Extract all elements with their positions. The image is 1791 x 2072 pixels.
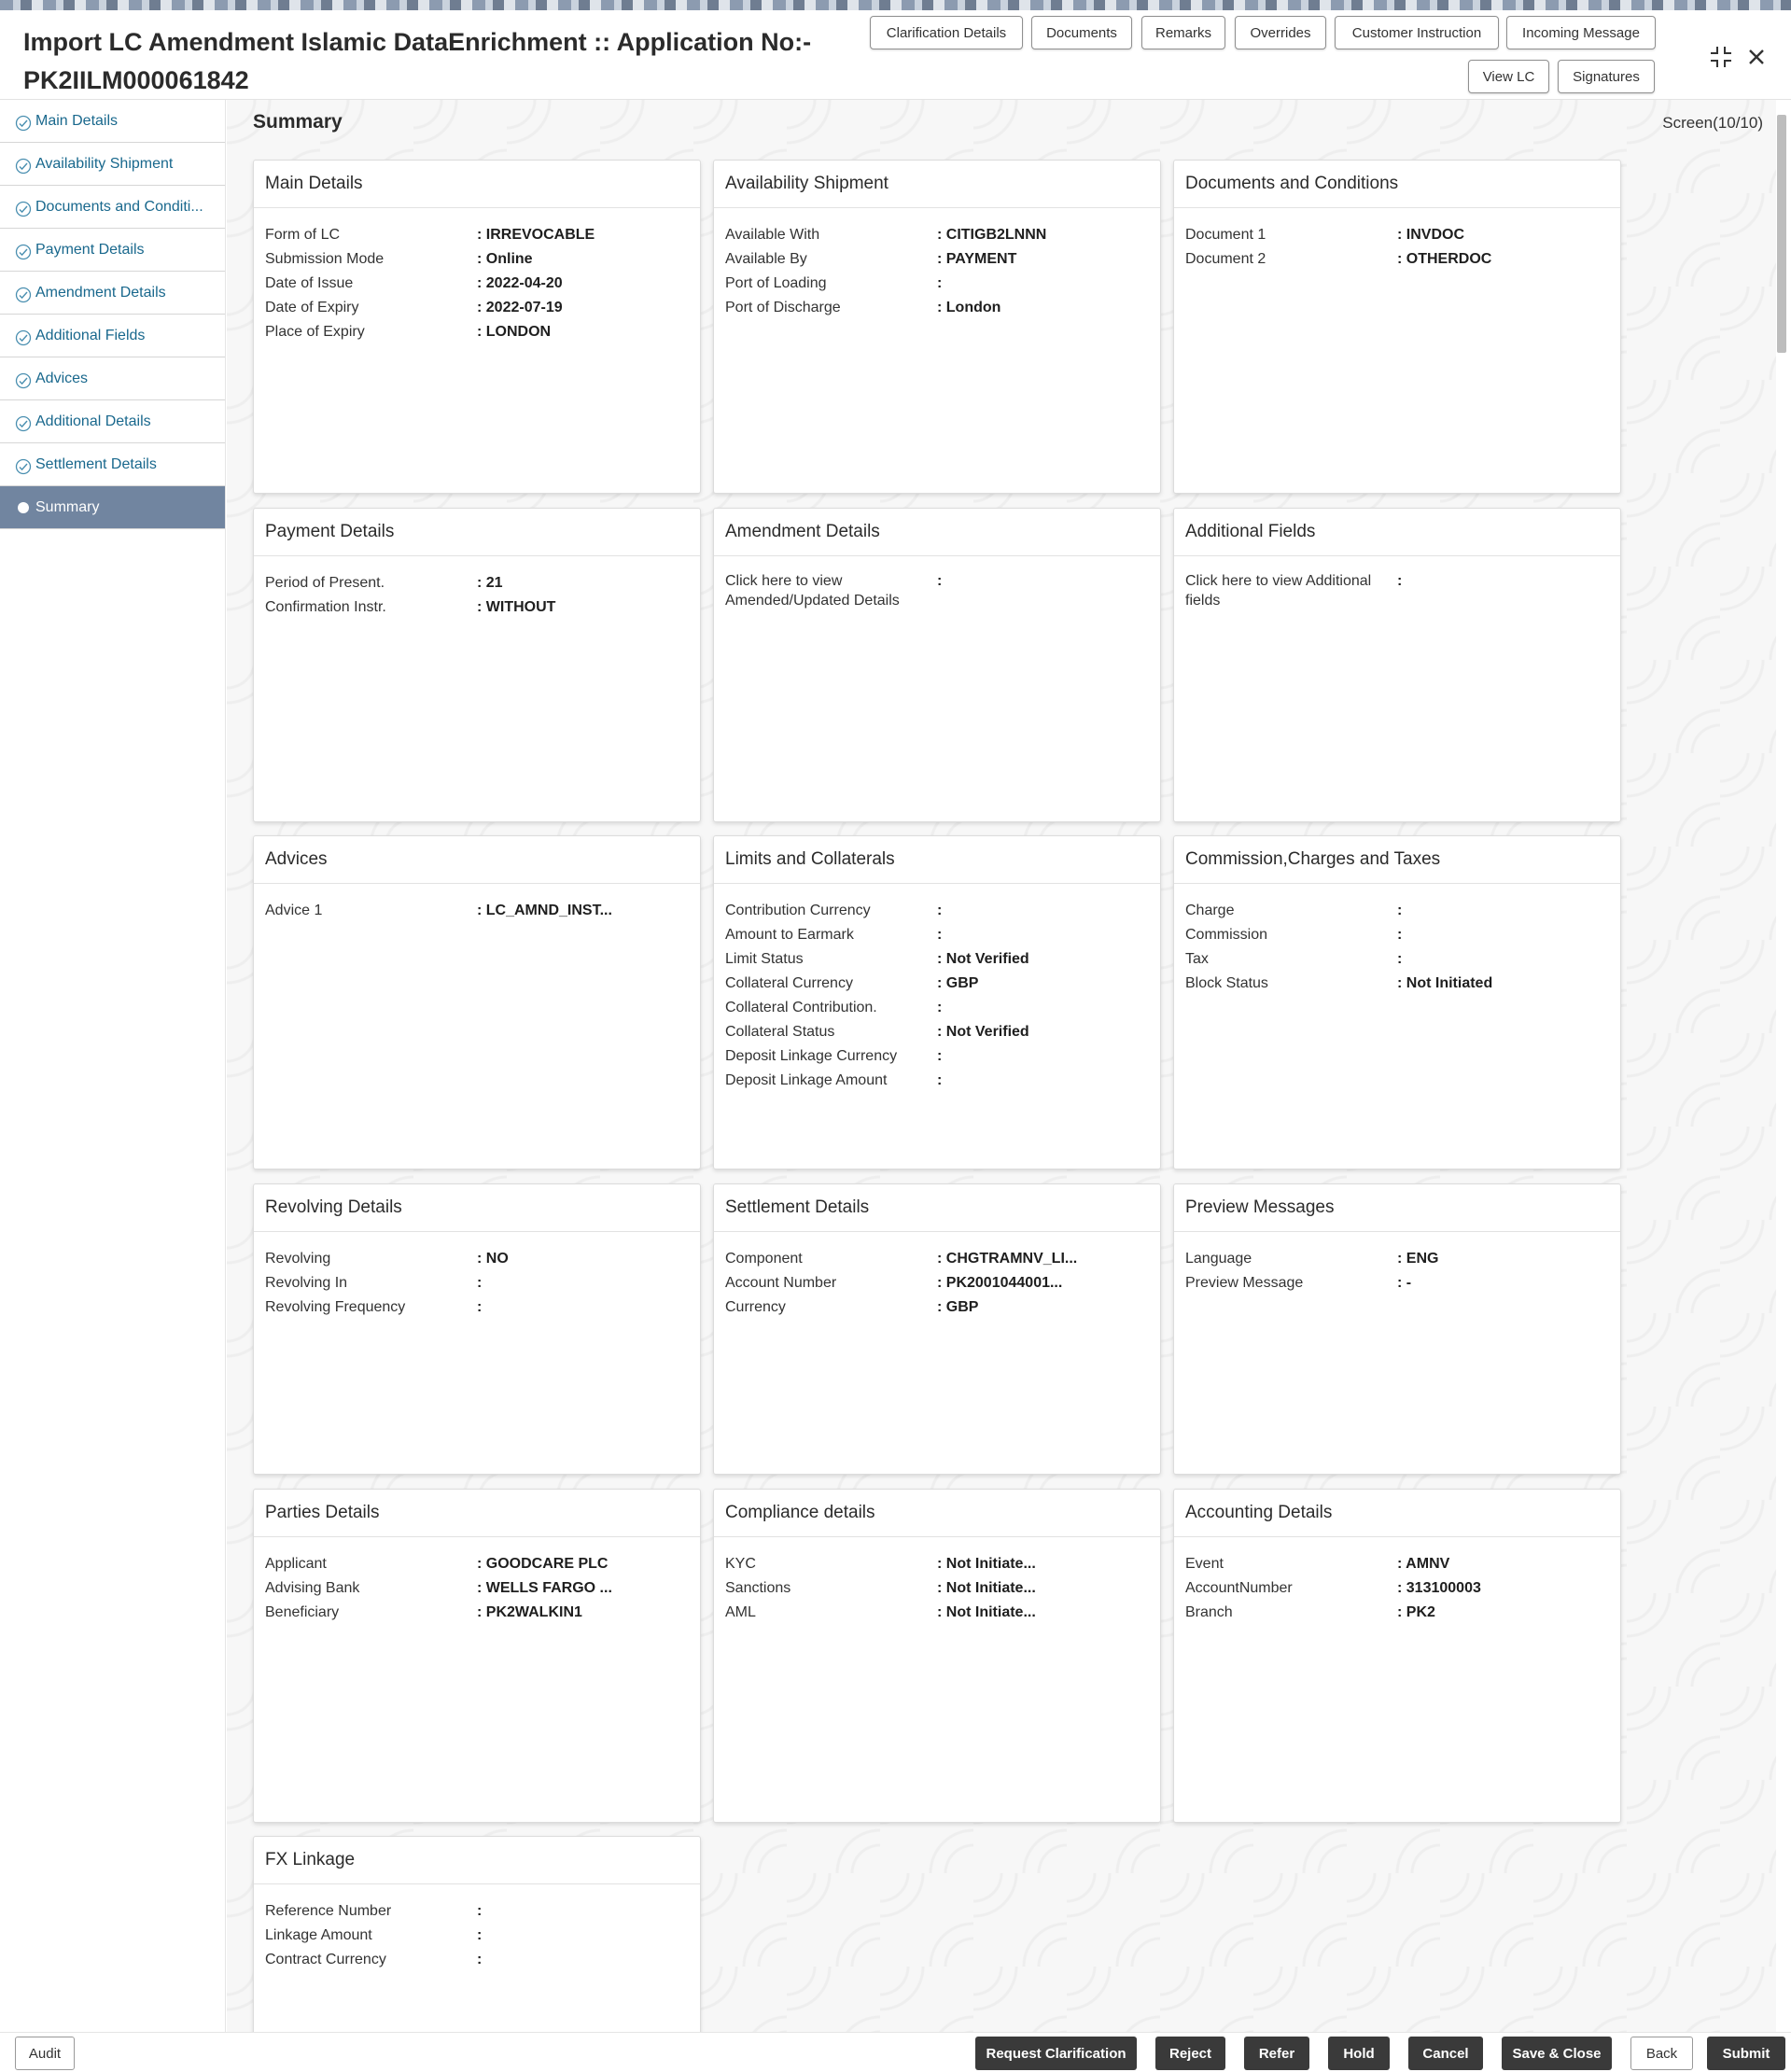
view-lc-button[interactable]: View LC — [1468, 60, 1549, 93]
check-circle-icon — [15, 372, 32, 389]
sidebar-item-label: Availability Shipment — [35, 155, 174, 172]
field-row: Deposit Linkage Currency : — [725, 1048, 943, 1064]
sidebar-item-label: Summary — [35, 498, 100, 515]
field-row: Port of Discharge : London — [725, 300, 1001, 315]
field-row: Limit Status : Not Verified — [725, 951, 1029, 967]
submit-button[interactable]: Submit — [1707, 2037, 1785, 2070]
field-row: Applicant : GOODCARE PLC — [265, 1556, 609, 1572]
card-title: Additional Fields — [1174, 509, 1620, 556]
check-circle-icon — [15, 329, 32, 346]
check-circle-icon — [15, 115, 32, 132]
sidebar-item-payment-details[interactable] — [0, 229, 225, 272]
refer-button[interactable]: Refer — [1244, 2037, 1309, 2070]
field-row: Revolving : NO — [265, 1251, 509, 1267]
documents-button[interactable]: Documents — [1031, 16, 1132, 49]
field-row: Advising Bank : WELLS FARGO ... — [265, 1580, 612, 1596]
window-header — [0, 10, 1791, 100]
field-row: Collateral Currency : GBP — [725, 975, 979, 991]
customer-instruction-button[interactable]: Customer Instruction — [1335, 16, 1499, 49]
field-row: Available By : PAYMENT — [725, 251, 1017, 267]
sidebar-item-label: Additional Details — [35, 413, 151, 429]
sidebar-item-additional-details[interactable] — [0, 400, 225, 443]
field-row: Confirmation Instr. : WITHOUT — [265, 599, 556, 615]
card-title: Main Details — [254, 161, 700, 208]
card-fx-linkage[interactable] — [253, 1836, 701, 2032]
save-close-button[interactable]: Save & Close — [1502, 2037, 1612, 2070]
field-row: Beneficiary : PK2WALKIN1 — [265, 1604, 582, 1620]
check-circle-icon — [15, 201, 32, 217]
page-title: Import LC Amendment Islamic DataEnrichment :: Application No:- PK2IILM000061842 — [23, 28, 812, 94]
field-row: AccountNumber : 313100003 — [1185, 1580, 1481, 1596]
field-row: Click here to view Amended/Updated Details : — [725, 573, 943, 609]
card-title: Documents and Conditions — [1174, 161, 1620, 208]
field-row: Commission : — [1185, 927, 1403, 943]
card-title: Parties Details — [254, 1490, 700, 1537]
field-row: Deposit Linkage Amount : — [725, 1072, 943, 1088]
sidebar-nav — [0, 100, 226, 2032]
sidebar-item-amendment-details[interactable] — [0, 272, 225, 315]
field-row: Port of Loading : — [725, 275, 943, 291]
field-row: Block Status : Not Initiated — [1185, 975, 1493, 991]
sidebar-item-advices[interactable] — [0, 357, 225, 400]
card-title: FX Linkage — [254, 1837, 700, 1884]
sidebar-item-label: Advices — [35, 370, 89, 386]
field-row: Contribution Currency : — [725, 903, 943, 918]
overrides-button[interactable]: Overrides — [1235, 16, 1326, 49]
card-parties-details[interactable] — [253, 1489, 701, 1823]
incoming-message-button[interactable]: Incoming Message — [1506, 16, 1656, 49]
field-row: Available With : CITIGB2LNNN — [725, 227, 1047, 243]
minimize-icon[interactable] — [1705, 41, 1737, 73]
check-circle-icon — [15, 158, 32, 175]
sidebar-item-label: Settlement Details — [35, 455, 157, 472]
card-additional-fields[interactable] — [1173, 508, 1621, 822]
sidebar-item-main-details[interactable] — [0, 100, 225, 143]
footer-actions — [0, 2032, 1791, 2072]
field-row: Submission Mode : Online — [265, 251, 533, 267]
card-title: Revolving Details — [254, 1184, 700, 1232]
card-commission-charges-taxes[interactable] — [1173, 835, 1621, 1169]
field-row: Advice 1 : LC_AMND_INST... — [265, 903, 612, 918]
sidebar-item-label: Amendment Details — [35, 284, 166, 301]
card-documents-conditions[interactable] — [1173, 160, 1621, 494]
field-row: Place of Expiry : LONDON — [265, 324, 552, 340]
field-row: Period of Present. : 21 — [265, 575, 503, 591]
signatures-button[interactable]: Signatures — [1558, 60, 1655, 93]
field-row: Tax : — [1185, 951, 1403, 967]
field-row: Event : AMNV — [1185, 1556, 1450, 1572]
check-circle-icon — [15, 287, 32, 303]
sidebar-item-label: Main Details — [35, 112, 119, 129]
card-availability-shipment[interactable] — [713, 160, 1161, 494]
sidebar-item-settlement-details[interactable] — [0, 443, 225, 486]
check-circle-icon — [15, 244, 32, 260]
reject-button[interactable]: Reject — [1155, 2037, 1225, 2070]
card-accounting-details[interactable] — [1173, 1489, 1621, 1823]
hold-button[interactable]: Hold — [1328, 2037, 1390, 2070]
card-title: Limits and Collaterals — [714, 836, 1160, 884]
field-row: Revolving In : — [265, 1275, 483, 1291]
sidebar-item-label: Documents and Conditi... — [35, 198, 203, 215]
sidebar-item-additional-fields[interactable] — [0, 315, 225, 357]
check-circle-icon — [15, 458, 32, 475]
card-title: Amendment Details — [714, 509, 1160, 556]
vertical-scrollbar[interactable] — [1777, 115, 1786, 353]
top-banner-strip — [0, 0, 1791, 10]
audit-button[interactable]: Audit — [15, 2037, 75, 2070]
field-row: Contract Currency : — [265, 1952, 483, 1967]
field-row: Amount to Earmark : — [725, 927, 943, 943]
card-title: Advices — [254, 836, 700, 884]
sidebar-item-documents-conditions[interactable] — [0, 186, 225, 229]
sidebar-item-availability-shipment[interactable] — [0, 143, 225, 186]
dot-icon — [18, 502, 29, 513]
field-row: Preview Message : - — [1185, 1275, 1412, 1291]
field-row: Component : CHGTRAMNV_LI... — [725, 1251, 1078, 1267]
field-row: Date of Issue : 2022-04-20 — [265, 275, 563, 291]
field-row: Linkage Amount : — [265, 1927, 483, 1943]
screen-counter: Screen(10/10) — [1662, 114, 1763, 132]
field-row: Currency : GBP — [725, 1299, 979, 1315]
card-title: Compliance details — [714, 1490, 1160, 1537]
card-compliance-details[interactable] — [713, 1489, 1161, 1823]
card-limits-collaterals[interactable] — [713, 835, 1161, 1169]
field-row: KYC : Not Initiate... — [725, 1556, 1036, 1572]
card-settlement-details[interactable] — [713, 1183, 1161, 1475]
field-row: Reference Number : — [265, 1903, 483, 1919]
field-row: Branch : PK2 — [1185, 1604, 1435, 1620]
card-advices[interactable] — [253, 835, 701, 1169]
card-main-details[interactable] — [253, 160, 701, 494]
field-row: Collateral Status : Not Verified — [725, 1024, 1029, 1040]
back-button[interactable]: Back — [1630, 2037, 1693, 2070]
sidebar-item-summary[interactable] — [0, 486, 225, 529]
field-row: Account Number : PK2001044001... — [725, 1275, 1063, 1291]
clarification-details-button[interactable]: Clarification Details — [870, 16, 1023, 49]
card-payment-details[interactable] — [253, 508, 701, 822]
sidebar-item-label: Additional Fields — [35, 327, 146, 343]
remarks-button[interactable]: Remarks — [1141, 16, 1225, 49]
field-row: Form of LC : IRREVOCABLE — [265, 227, 595, 243]
summary-title: Summary — [253, 111, 343, 133]
card-title: Accounting Details — [1174, 1490, 1620, 1537]
card-title: Payment Details — [254, 509, 700, 556]
field-row: Charge : — [1185, 903, 1403, 918]
field-row: Document 2 : OTHERDOC — [1185, 251, 1492, 267]
field-row: Revolving Frequency : — [265, 1299, 483, 1315]
card-revolving-details[interactable] — [253, 1183, 701, 1475]
summary-panel — [227, 100, 1776, 2032]
check-circle-icon — [15, 415, 32, 432]
field-row: AML : Not Initiate... — [725, 1604, 1036, 1620]
sidebar-item-label: Payment Details — [35, 241, 145, 258]
field-row: Click here to view Additional fields : — [1185, 573, 1403, 609]
close-icon[interactable] — [1741, 41, 1772, 73]
card-title: Settlement Details — [714, 1184, 1160, 1232]
card-title: Commission,Charges and Taxes — [1174, 836, 1620, 884]
card-amendment-details[interactable] — [713, 508, 1161, 822]
card-title: Preview Messages — [1174, 1184, 1620, 1232]
request-clarification-button[interactable]: Request Clarification — [975, 2037, 1137, 2070]
card-preview-messages[interactable] — [1173, 1183, 1621, 1475]
field-row: Sanctions : Not Initiate... — [725, 1580, 1036, 1596]
field-row: Date of Expiry : 2022-07-19 — [265, 300, 563, 315]
field-row: Language : ENG — [1185, 1251, 1439, 1267]
field-row: Document 1 : INVDOC — [1185, 227, 1464, 243]
field-row: Collateral Contribution. : — [725, 1000, 943, 1015]
cancel-button[interactable]: Cancel — [1408, 2037, 1483, 2070]
card-title: Availability Shipment — [714, 161, 1160, 208]
